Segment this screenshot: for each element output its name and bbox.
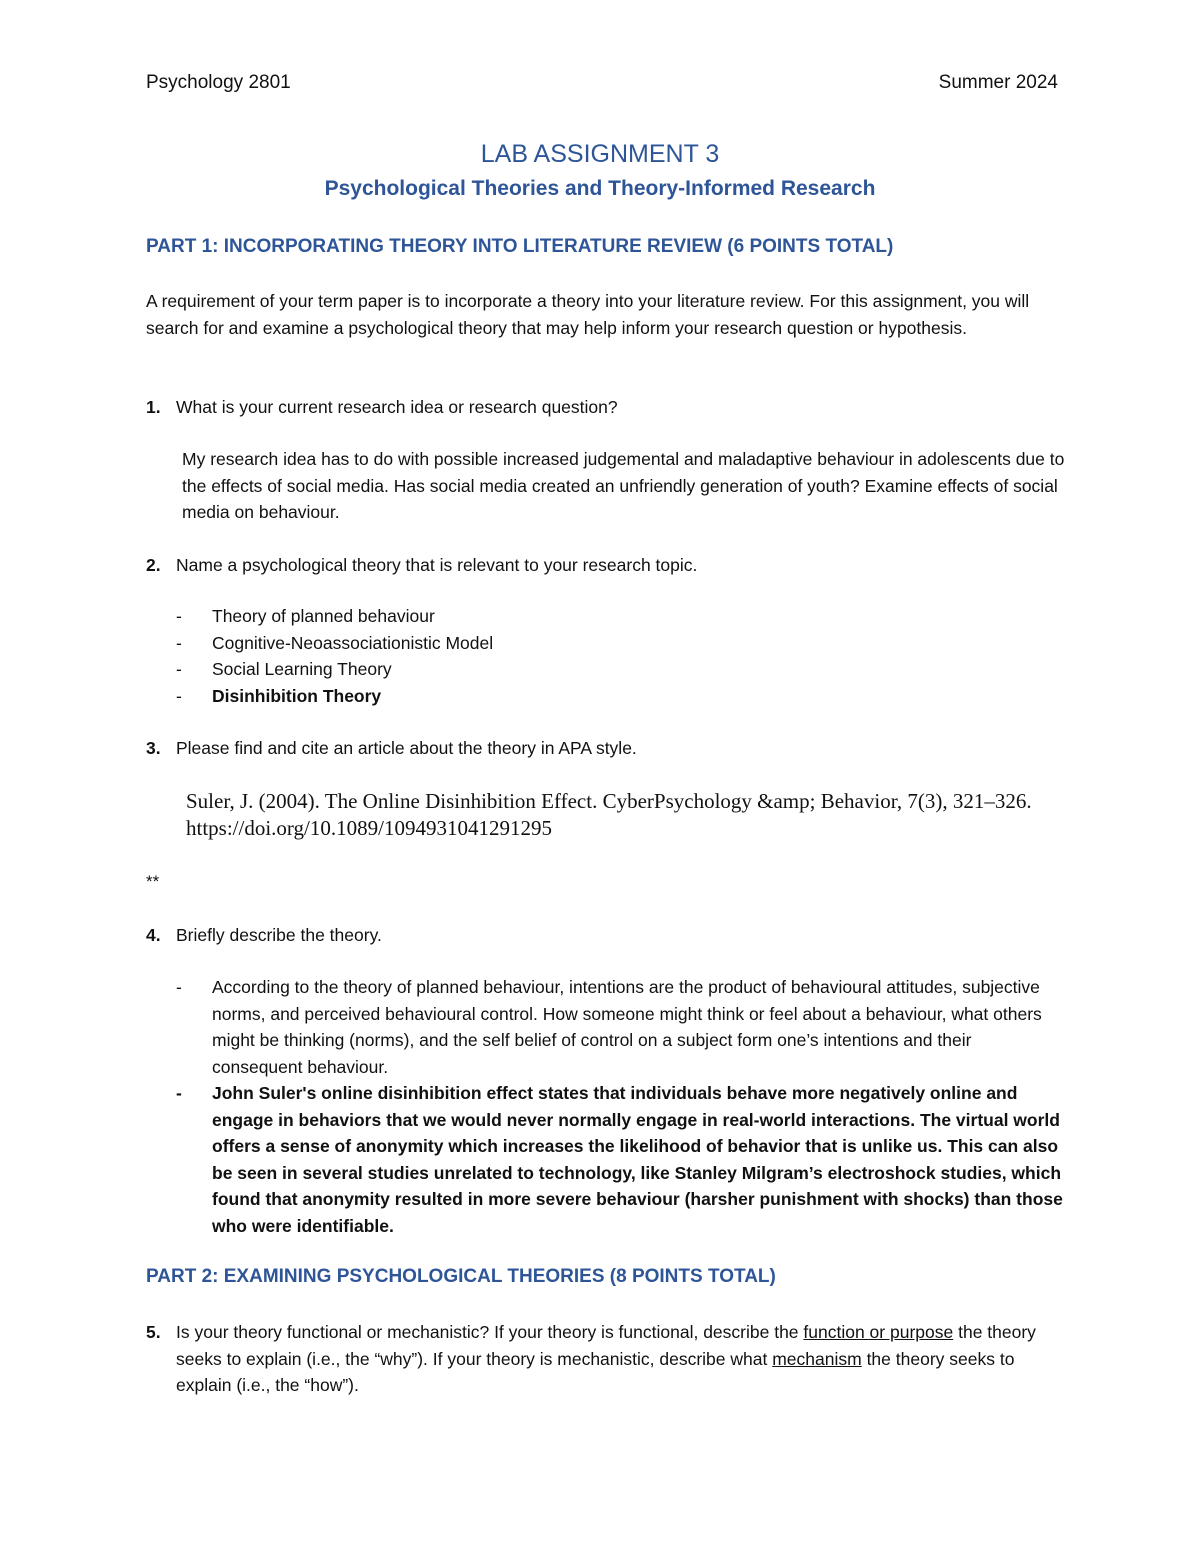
page-title: LAB ASSIGNMENT 3 <box>480 140 720 168</box>
question-text: What is your current research idea or research question? <box>176 397 618 417</box>
question-text: Please find and cite an article about the theory in APA style. <box>176 738 637 758</box>
question-number: 4. <box>146 925 161 945</box>
term-header: Summer 2024 <box>938 72 1058 93</box>
list-item: - According to the theory of planned behaviour, intentions are the product of behavioural attitudes, subjective norms, and perceived behavioural control. How someone might think or feel about a behaviour, what others might be thinking (norms), and the self belief of control on a subject form one’s intentions and their consequent behaviour. <box>176 977 1042 1077</box>
question-text: Name a psychological theory that is relevant to your research topic. <box>176 555 698 575</box>
question-number: 5. <box>146 1322 161 1342</box>
page-subtitle: Psychological Theories and Theory-Informed Research <box>324 177 876 200</box>
question-number: 1. <box>146 397 161 417</box>
part2-heading: PART 2: EXAMINING PSYCHOLOGICAL THEORIES (8 POINTS TOTAL) <box>146 1266 776 1287</box>
apa-citation: Suler, J. (2004). The Online Disinhibition Effect. CyberPsychology &amp; Behavior, 7(3), 321–326. https://doi.org/10.1089/1094931041291295 <box>186 789 1032 840</box>
question-text: Is your theory functional or mechanistic? If your theory is functional, describe the function or purpose the theory seeks to explain (i.e., the “why”). If your theory is mechanistic, describe what mechanism the theory seeks to explain (i.e., the “how”). <box>176 1322 1036 1395</box>
list-item: - Disinhibition Theory <box>176 685 382 706</box>
question-number: 2. <box>146 555 161 575</box>
underlined-term: mechanism <box>772 1348 862 1369</box>
list-item: - Social Learning Theory <box>176 659 392 679</box>
theory-description-list <box>176 974 1066 1239</box>
asterisks: ** <box>146 872 160 891</box>
part1-intro: A requirement of your term paper is to incorporate a theory into your literature review. For this assignment, you will search for and examine a psychological theory that may help inform your research question or hypothesis. <box>146 291 1030 338</box>
part1-heading: PART 1: INCORPORATING THEORY INTO LITERATURE REVIEW (6 POINTS TOTAL) <box>146 236 894 257</box>
list-item: - John Suler's online disinhibition effect states that individuals behave more negatively online and engage in behaviors that we would never normally engage in real-world interactions. The virtual world offers a sense of anonymity which increases the likelihood of behavior that is unlike us. This can also be seen in several studies unrelated to technology, like Stanley Milgram’s electroshock studies, which found that anonymity resulted in more severe behaviour (harsher punishment with shocks) than those who were identifiable. <box>176 1083 1063 1236</box>
underlined-term: function or purpose <box>803 1322 954 1342</box>
course-header: Psychology 2801 <box>146 72 291 93</box>
list-item: - Cognitive-Neoassociationistic Model <box>176 632 494 653</box>
question-number: 3. <box>146 738 161 758</box>
list-item: - Theory of planned behaviour <box>176 606 435 626</box>
theory-list <box>176 603 1066 709</box>
answer-1: My research idea has to do with possible increased judgemental and maladaptive behaviour in adolescents due to the effects of social media. Has social media created an unfriendly generation of youth? Examine effects of social media on behaviour. <box>182 449 1065 522</box>
question-text: Briefly describe the theory. <box>176 925 382 945</box>
